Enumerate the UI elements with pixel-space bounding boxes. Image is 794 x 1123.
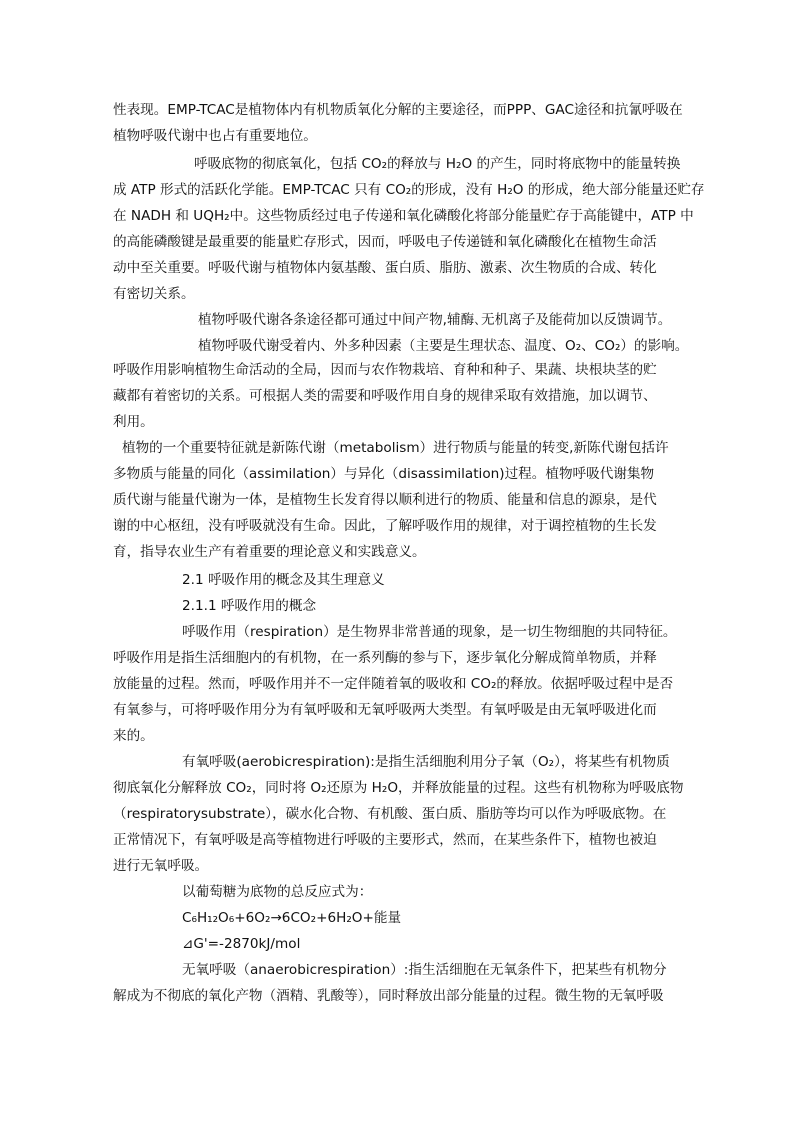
subsection-heading: 2.1.1 呼吸作用的概念 — [182, 598, 317, 614]
text-line: 多物质与能量的同化（assimilation）与异化（disassimilation)过程。植物呼吸代谢集物 — [113, 466, 655, 482]
text-line: 的高能磷酸键是最重要的能量贮存形式，因而，呼吸电子传递链和氧化磷酸化在植物生命活 — [113, 234, 657, 250]
text-line: 进行无氧呼吸。 — [113, 858, 209, 874]
text-line: 以葡萄糖为底物的总反应式为： — [182, 884, 373, 900]
text-line: 彻底氧化分解释放 CO₂，同时将 O₂还原为 H₂O，并释放能量的过程。这些有机物称为呼吸底物 — [113, 780, 684, 796]
text-line: 利用。 — [113, 414, 154, 430]
text-line: 动中至关重要。呼吸代谢与植物体内氨基酸、蛋白质、脂肪、激素、次生物质的合成、转化 — [113, 260, 657, 276]
text-line: 育，指导农业生产有着重要的理论意义和实践意义。 — [113, 544, 426, 560]
equation: C₆H₁₂O₆+6O₂→6CO₂+6H₂O+能量 — [182, 910, 402, 926]
text-line: 藏都有着密切的关系。可根据人类的需要和呼吸作用自身的规律采取有效措施，加以调节、 — [113, 388, 657, 404]
text-line: 植物呼吸代谢各条途径都可通过中间产物,辅酶､无机离子及能荷加以反馈调节。 — [198, 312, 672, 328]
text-line: 放能量的过程。然而，呼吸作用并不一定伴随着氧的吸收和 CO₂的释放。依据呼吸过程中是否 — [113, 676, 674, 692]
text-line: 谢的中心枢纽，没有呼吸就没有生命。因此，了解呼吸作用的规律，对于调控植物的生长发 — [113, 518, 657, 534]
text-line: 植物的一个重要特征就是新陈代谢（metabolism）进行物质与能量的转变,新陈代谢包括许 — [122, 440, 669, 456]
text-line: 有密切关系。 — [113, 286, 195, 302]
section-heading: 2.1 呼吸作用的概念及其生理意义 — [182, 572, 385, 588]
text-line: 呼吸作用（respiration）是生物界非常普通的现象，是一切生物细胞的共同特征。 — [182, 624, 677, 640]
text-line: 解成为不彻底的氧化产物（酒精、乳酸等），同时释放出部分能量的过程。微生物的无氧呼吸 — [113, 988, 664, 1004]
text-line: 质代谢与能量代谢为一体，是植物生长发育得以顺利进行的物质、能量和信息的源泉，是代 — [113, 492, 657, 508]
text-line: 在 NADH 和 UQH₂中。这些物质经过电子传递和氧化磷酸化将部分能量贮存于高能键中，ATP 中 — [113, 208, 694, 224]
text-line: 呼吸作用影响植物生命活动的全局，因而与农作物栽培、育种和种子、果蔬、块根块茎的贮 — [113, 362, 657, 378]
text-line: 植物呼吸代谢中也占有重要地位。 — [113, 128, 317, 144]
text-line: 有氧参与，可将呼吸作用分为有氧呼吸和无氧呼吸两大类型。有氧呼吸是由无氧呼吸进化而 — [113, 702, 657, 718]
text-line: 呼吸底物的彻底氧化，包括 CO₂的释放与 H₂O 的产生，同时将底物中的能量转换 — [194, 156, 681, 172]
text-line: 来的。 — [113, 728, 154, 744]
text-line: （respiratorysubstrate），碳水化合物、有机酸、蛋白质、脂肪等均可以作为呼吸底物。在 — [113, 806, 667, 822]
text-line: 植物呼吸代谢受着内、外多种因素（主要是生理状态、温度、O₂、CO₂）的影响。 — [198, 338, 689, 354]
text-line: 有氧呼吸(aerobicrespiration):是指生活细胞利用分子氧（O₂），将某些有机物质 — [182, 754, 670, 770]
text-line: 呼吸作用是指生活细胞内的有机物，在一系列酶的参与下，逐步氧化分解成简单物质，并释 — [113, 650, 657, 666]
text-line: 性表现。EMP-TCAC是植物体内有机物质氧化分解的主要途径，而PPP、GAC途径和抗氰呼吸在 — [113, 102, 683, 118]
text-line: 成 ATP 形式的活跃化学能。EMP-TCAC 只有 CO₂的形成，没有 H₂O 的形成，绝大部分能量还贮存 — [113, 182, 705, 198]
equation: ⊿G'=-2870kJ/mol — [182, 936, 301, 952]
text-line: 无氧呼吸（anaerobicrespiration）:指生活细胞在无氧条件下，把某些有机物分 — [182, 962, 667, 978]
text-line: 正常情况下，有氧呼吸是高等植物进行呼吸的主要形式，然而，在某些条件下，植物也被迫 — [113, 832, 657, 848]
